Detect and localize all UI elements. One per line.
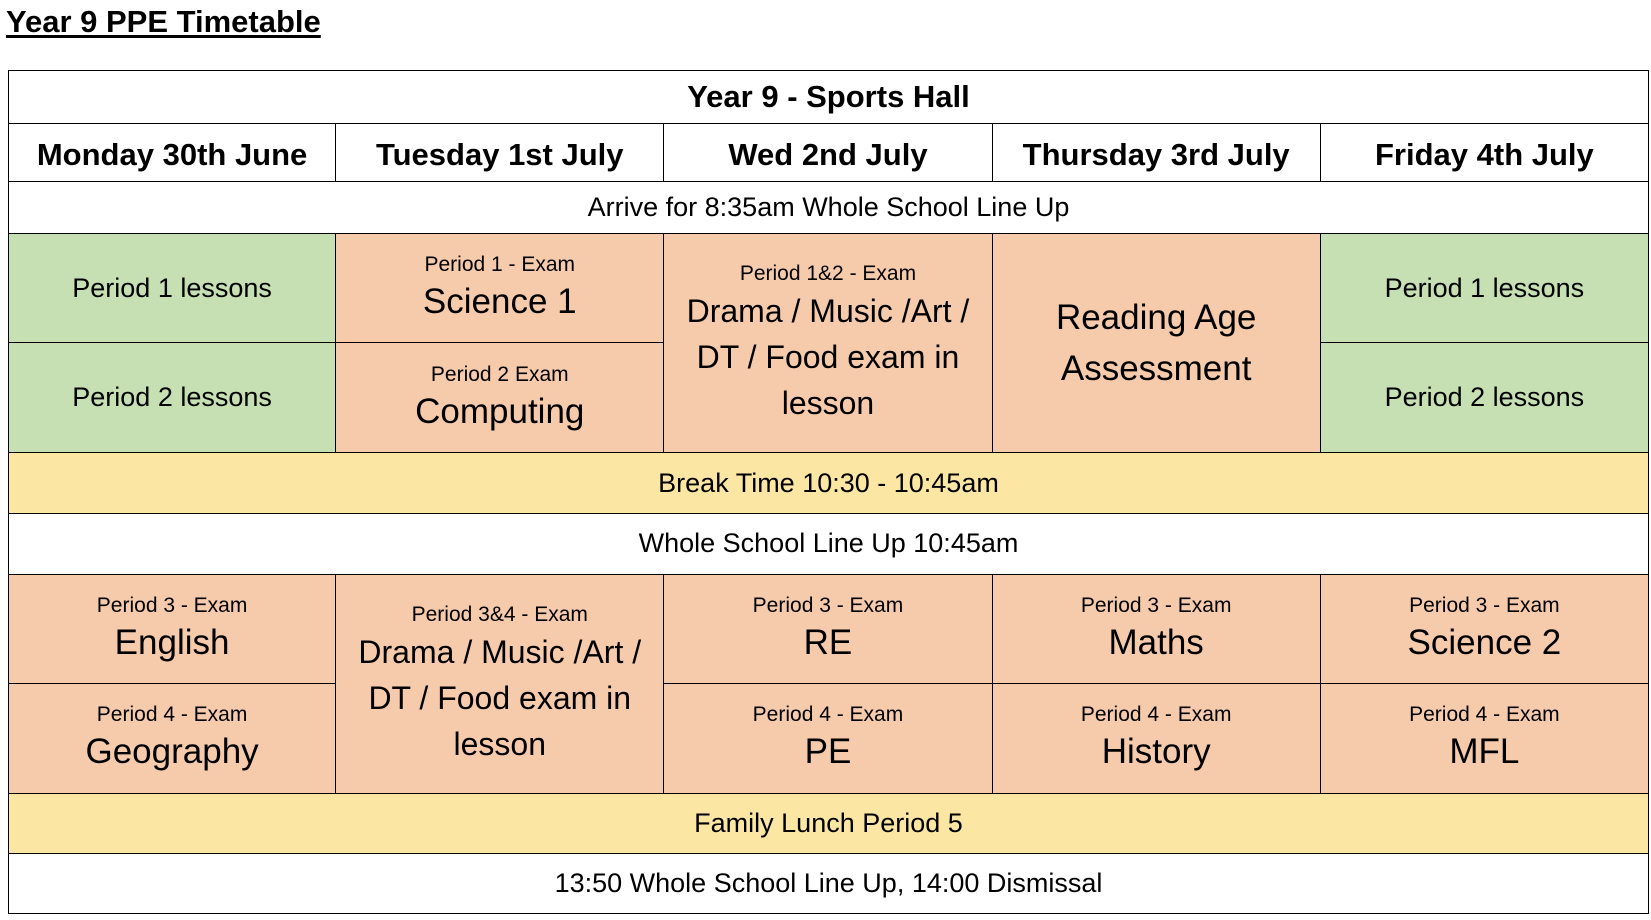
exam-subject: Geography [85,732,259,772]
monday-period-2: Period 2 lessons [9,343,336,453]
exam-label: Period 3 - Exam [1080,593,1232,617]
exam-label: Period 4 - Exam [1409,703,1560,727]
wednesday-period-3-exam [664,574,992,683]
friday-period-1: Period 1 lessons [1320,234,1648,343]
exam-label: Period 3&4 - Exam [411,602,588,626]
friday-period-4-exam [1320,683,1648,793]
line-up-row: Whole School Line Up 10:45am [9,513,1649,574]
exam-subject: MFL [1449,732,1520,772]
exam-subject: Drama / Music /Art / DT / Food exam in lesson [358,633,642,762]
day-header-thursday: Thursday 3rd July [992,124,1320,182]
day-header-tuesday: Tuesday 1st July [336,124,664,182]
monday-period-4-exam [9,683,336,793]
exam-label: Period 4 - Exam [752,703,904,727]
exam-label: Period 2 Exam [430,362,569,386]
exam-label: Period 3 - Exam [1409,593,1560,617]
exam-subject: Science 2 [1407,622,1562,662]
wednesday-period-1-2-exam [664,234,992,453]
friday-period-3-exam [1320,574,1648,683]
exam-subject: RE [803,622,853,662]
day-header-monday: Monday 30th June [9,124,336,182]
exam-label: Period 1 - Exam [424,253,576,277]
exam-label: Period 3 - Exam [96,593,248,617]
exam-label: Period 4 - Exam [1080,703,1232,727]
exam-subject: English [114,622,230,662]
thursday-period-3-exam [992,574,1320,683]
exam-label: Period 3 - Exam [752,593,904,617]
exam-label: Period 1&2 - Exam [739,262,917,286]
break-row: Break Time 10:30 - 10:45am [9,453,1649,514]
thursday-period-1-2-assessment [992,234,1320,453]
day-header-row [9,124,1649,182]
exam-subject: Science 1 [422,282,577,322]
exam-subject: Maths [1108,622,1204,662]
exam-label: Period 4 - Exam [96,703,248,727]
tuesday-period-3-4-exam [336,574,664,793]
lunch-row: Family Lunch Period 5 [9,793,1649,854]
exam-subject: History [1101,732,1211,772]
day-header-wednesday: Wed 2nd July [664,124,992,182]
timetable [8,70,1649,914]
day-header-friday: Friday 4th July [1320,124,1648,182]
monday-period-1: Period 1 lessons [9,234,336,343]
thursday-period-4-exam [992,683,1320,793]
exam-subject: Computing [415,391,585,431]
assessment-subject: Reading Age Assessment [1055,298,1257,389]
tuesday-period-2-exam [336,343,664,453]
document-title: Year 9 PPE Timetable [6,4,321,39]
arrival-row: Arrive for 8:35am Whole School Line Up [9,182,1649,234]
exam-subject: Drama / Music /Art / DT / Food exam in lesson [686,293,970,422]
friday-period-2: Period 2 lessons [1320,343,1648,453]
dismissal-row: 13:50 Whole School Line Up, 14:00 Dismissal [9,854,1649,914]
tuesday-period-1-exam [336,234,664,343]
wednesday-period-4-exam [664,683,992,793]
exam-subject: PE [804,732,852,772]
venue-header: Year 9 - Sports Hall [9,71,1649,124]
monday-period-3-exam [9,574,336,683]
